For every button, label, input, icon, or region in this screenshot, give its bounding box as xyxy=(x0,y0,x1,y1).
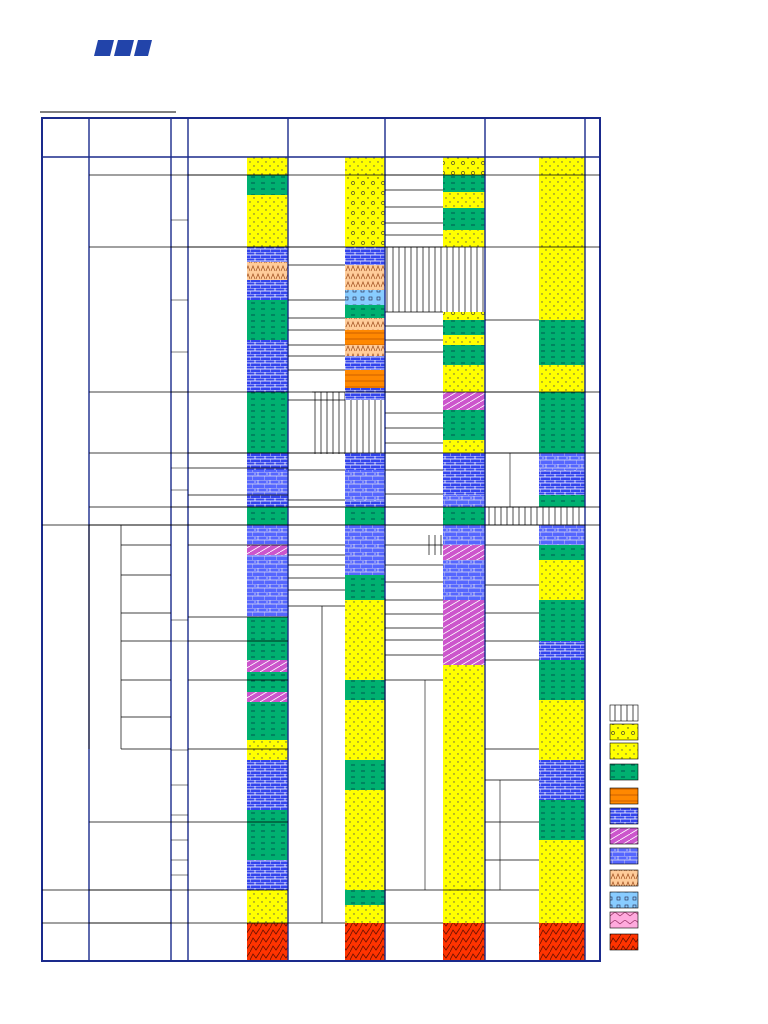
rock-unit xyxy=(443,923,485,961)
rock-unit xyxy=(443,525,485,545)
legend-swatch xyxy=(610,892,638,908)
rock-unit xyxy=(443,495,485,507)
legend-swatch xyxy=(610,788,638,804)
legend-swatch xyxy=(610,828,638,844)
rock-unit xyxy=(345,388,385,400)
rock-unit xyxy=(345,790,385,890)
rock-unit xyxy=(345,265,385,290)
rock-unit xyxy=(247,617,288,660)
rock-unit xyxy=(247,300,288,340)
rock-unit xyxy=(247,810,288,860)
rock-unit xyxy=(539,157,585,320)
rock-unit xyxy=(345,470,385,500)
rock-unit xyxy=(247,790,288,810)
rock-unit xyxy=(539,525,585,545)
rock-unit xyxy=(345,305,385,318)
formation-cell xyxy=(486,660,539,740)
rock-unit xyxy=(443,453,485,470)
rock-unit xyxy=(247,692,288,702)
rock-unit xyxy=(247,340,288,392)
rock-unit xyxy=(539,560,585,600)
rock-unit xyxy=(247,545,288,555)
rock-unit xyxy=(247,495,288,507)
rock-unit xyxy=(539,365,585,392)
rock-unit xyxy=(247,760,288,790)
rock-unit xyxy=(345,356,385,370)
rock-unit xyxy=(345,923,385,961)
rock-unit xyxy=(345,575,385,600)
rock-unit xyxy=(345,545,385,575)
rock-unit xyxy=(539,923,585,961)
rock-unit xyxy=(345,500,385,507)
hiatus xyxy=(312,392,345,454)
rock-unit xyxy=(345,400,385,453)
rock-unit xyxy=(247,247,288,262)
rock-unit xyxy=(539,453,585,470)
rock-unit xyxy=(247,175,288,195)
rock-unit xyxy=(443,335,485,345)
rock-unit xyxy=(345,453,385,470)
rock-unit xyxy=(443,192,485,208)
legend-swatch xyxy=(610,743,638,759)
rock-unit xyxy=(345,760,385,790)
rock-unit xyxy=(443,507,485,525)
hiatus xyxy=(486,507,539,525)
rock-unit xyxy=(247,702,288,740)
rock-unit xyxy=(443,440,485,453)
logo-mark-icon xyxy=(94,40,114,56)
rock-unit xyxy=(539,760,585,800)
rock-unit xyxy=(247,453,288,470)
rock-unit xyxy=(247,507,288,525)
rock-unit xyxy=(443,600,485,635)
rock-unit xyxy=(443,665,485,700)
rock-unit xyxy=(539,660,585,700)
rock-unit xyxy=(443,890,485,923)
rock-unit xyxy=(247,660,288,672)
rock-unit xyxy=(443,157,485,175)
legend-swatch xyxy=(610,724,638,740)
rock-unit xyxy=(443,560,485,600)
rock-unit xyxy=(539,507,585,525)
legend-swatch xyxy=(610,705,638,721)
rock-unit xyxy=(443,635,485,665)
rock-unit xyxy=(443,320,485,335)
rock-unit xyxy=(247,525,288,545)
hiatus xyxy=(386,247,443,312)
rock-unit xyxy=(247,890,288,923)
rock-unit xyxy=(345,905,385,923)
rock-unit xyxy=(345,330,385,345)
rock-unit xyxy=(539,840,585,890)
rock-unit xyxy=(443,545,485,560)
rock-unit xyxy=(443,410,485,440)
rock-unit xyxy=(247,860,288,890)
rock-unit xyxy=(345,370,385,388)
legend-swatch xyxy=(610,912,638,928)
rock-unit xyxy=(539,392,585,453)
rock-unit xyxy=(539,600,585,641)
rock-unit xyxy=(539,545,585,560)
legend-swatch xyxy=(610,848,638,864)
rock-unit xyxy=(247,195,288,247)
rock-unit xyxy=(443,392,485,410)
legend-swatch xyxy=(610,934,638,950)
rock-unit xyxy=(345,600,385,640)
rock-unit xyxy=(345,640,385,680)
formation-cell xyxy=(291,247,345,400)
rock-unit xyxy=(443,312,485,320)
rock-unit xyxy=(443,175,485,192)
logo-mark-icon xyxy=(134,40,152,56)
rock-unit xyxy=(247,262,288,280)
rock-unit xyxy=(539,641,585,660)
rock-unit xyxy=(247,392,288,453)
rock-unit xyxy=(345,680,385,700)
rock-unit xyxy=(539,495,585,507)
rock-unit xyxy=(345,525,385,545)
rock-unit xyxy=(443,208,485,230)
rock-unit xyxy=(247,672,288,692)
rock-unit xyxy=(247,280,288,300)
rock-unit xyxy=(539,470,585,495)
rock-unit xyxy=(345,175,385,247)
rock-unit xyxy=(539,800,585,840)
rock-unit xyxy=(247,923,288,961)
rock-unit xyxy=(345,507,385,525)
logo-mark-icon xyxy=(114,40,134,56)
legend-swatch xyxy=(610,764,638,780)
rock-unit xyxy=(247,470,288,495)
rock-unit xyxy=(539,890,585,923)
rock-unit xyxy=(345,345,385,356)
formation-cell xyxy=(486,157,539,322)
rock-unit xyxy=(443,230,485,247)
rock-unit xyxy=(345,318,385,330)
rock-unit xyxy=(345,700,385,760)
rock-unit xyxy=(443,365,485,392)
rock-unit xyxy=(443,247,485,312)
rock-unit xyxy=(345,247,385,265)
legend-swatch xyxy=(610,808,638,824)
legend-swatch xyxy=(610,870,638,886)
rock-unit xyxy=(443,345,485,365)
rock-unit xyxy=(247,157,288,175)
rock-unit xyxy=(345,890,385,905)
rock-unit xyxy=(443,700,485,890)
rock-unit xyxy=(345,290,385,305)
rock-unit xyxy=(443,470,485,495)
rock-unit xyxy=(539,320,585,365)
rock-unit xyxy=(345,157,385,175)
rock-unit xyxy=(539,700,585,760)
rock-unit xyxy=(247,740,288,760)
rock-unit xyxy=(247,555,288,617)
